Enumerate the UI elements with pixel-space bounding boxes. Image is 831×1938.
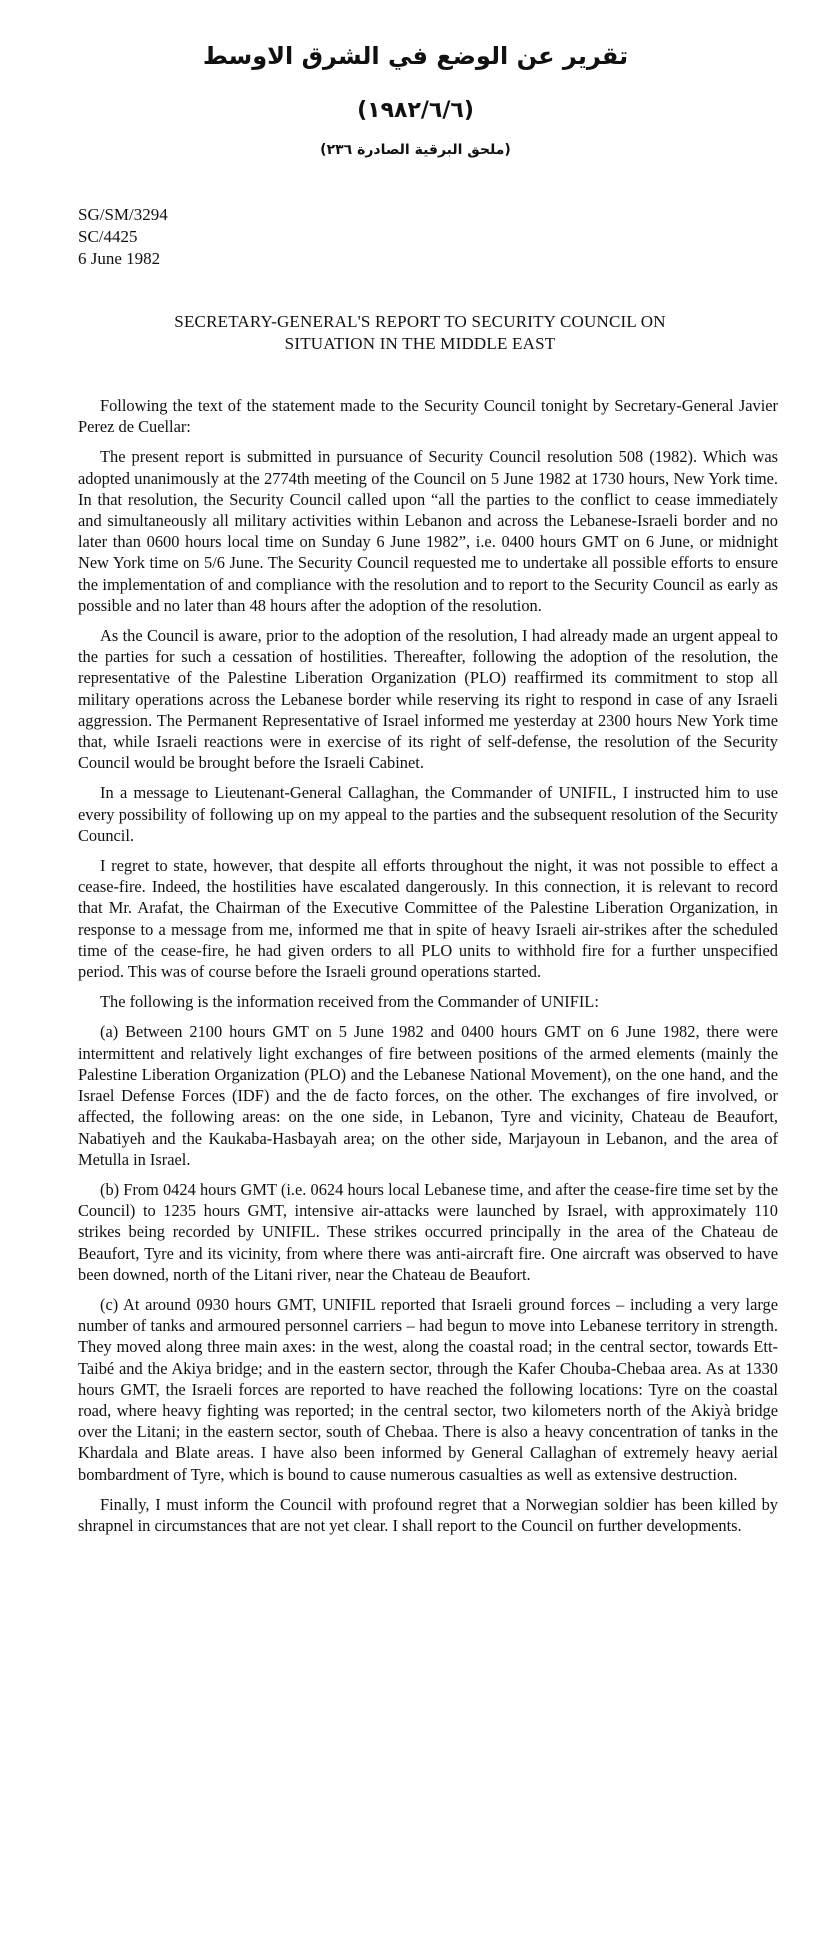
arabic-subtitle: (ملحق البرقية الصادرة ٢٣٦) — [320, 142, 511, 158]
paragraph-item-a: (a) Between 2100 hours GMT on 5 June 1982 and 0400 hours GMT on 6 June 1982, there were intermittent and relatively light exchanges of fire between positions of the armed elements (mainly the Palestine Liberation Organization (PLO) and the Lebanese National Movement), on the one hand, and the Israel Defense Forces (IDF) and the de facto forces, on the other. The exchanges of fire involved, or affected, the following areas: on the one side, in Lebanon, Tyre and vicinity, Chateau de Beaufort, Nabatiyeh and the Kaukaba-Hasbayah area; on the other side, Marjayoun in Lebanon, and the area of Metulla in Israel. — [78, 1022, 778, 1169]
paragraph-unifil-info-intro: The following is the information received from the Commander of UNIFIL: — [100, 992, 599, 1012]
council-reference-number: SC/4425 — [78, 227, 138, 246]
press-release-number: SG/SM/3294 — [78, 205, 168, 224]
document-title — [60, 311, 780, 355]
paragraph-finally: Finally, I must inform the Council with profound regret that a Norwegian soldier has been killed by shrapnel in circumstances that are not yet clear. I shall report to the Council on further developments. — [78, 1494, 778, 1535]
document-references — [78, 204, 168, 270]
paragraph-item-b: (b) From 0424 hours GMT (i.e. 0624 hours local Lebanese time, and after the cease-fire time set by the Council) to 1235 hours GMT, intensive air-attacks were launched by Israel, with approximately 110 strikes being recorded by UNIFIL. These strikes occurred principally in the area of the Chateau de Beaufort, Tyre and its vicinity, from where there was anti-aircraft fire. One aircraft was observed to have been downed, north of the Litani river, near the Chateau de Beaufort. — [78, 1179, 778, 1284]
paragraph-intro: Following the text of the statement made to the Security Council tonight by Secretary-General Javier Perez de Cuellar: — [78, 396, 778, 437]
arabic-title: تقرير عن الوضع في الشرق الاوسط — [202, 42, 629, 70]
arabic-date: (١٩٨٢/٦/٦) — [357, 98, 474, 123]
paragraph-item-c: (c) At around 0930 hours GMT, UNIFIL reported that Israeli ground forces – including a very large number of tanks and armoured personnel carriers – had begun to move into Lebanese territory in strength. They moved along three main axes: in the west, along the coastal road; in the central sector, towards Ett-Taibé and the Akiya bridge; and in the eastern sector, through the Kafer Chouba-Chebaa area. As at 1330 hours GMT, the Israeli forces are reported to have reached the following locations: Tyre on the coastal road, where heavy fighting was reported; in the central sector, two kilometers north of the Akiyà bridge over the Litani; in the eastern sector, south of Chebaa. There is also a heavy concentration of tanks in the Khardala and Blate areas. I have also been informed by General Callaghan of extremely heavy aerial bombardment of Tyre, which is bound to cause numerous casualties as well as extensive destruction. — [78, 1294, 778, 1484]
paragraph-resolution-508: The present report is submitted in pursuance of Security Council resolution 508 (1982). Which was adopted unanimously at the 2774th meeting of the Council on 5 June 1982 at 1730 hours, New York time. In that resolution, the Security Council called upon “all the parties to the conflict to cease immediately and simultaneously all military activities within Lebanon and across the Lebanese-Israeli border and no later than 0600 hours local time on Sunday 6 June 1982”, i.e. 0400 hours GMT on 6 June, or midnight New York time on 5/6 June. The Security Council requested me to undertake all possible efforts to ensure the implementation of and compliance with the resolution and to report to the Security Council as early as possible and no later than 48 hours after the adoption of the resolution. — [78, 447, 778, 615]
paragraph-unifil-message: In a message to Lieutenant-General Callaghan, the Commander of UNIFIL, I instructed him to use every possibility of following up on my appeal to the parties and the subsequent resolution of the Security Council. — [78, 783, 778, 845]
title-line-1: SECRETARY-GENERAL'S REPORT TO SECURITY COUNCIL ON — [174, 312, 666, 331]
paragraph-appeal: As the Council is aware, prior to the adoption of the resolution, I had already made an urgent appeal to the parties for such a cessation of hostilities. Thereafter, following the adoption of the resolution, the representative of the Palestine Liberation Organization (PLO) reaffirmed its commitment to stop all military operations across the Lebanese border while reserving its right to respond in case of any Israeli aggression. The Permanent Representative of Israel informed me yesterday at 2300 hours New York time that, while Israeli reactions were in exercise of its right of self-defense, the resolution of the Security Council would be brought before the Israeli Cabinet. — [78, 626, 778, 773]
title-line-2: SITUATION IN THE MIDDLE EAST — [284, 334, 556, 353]
document-body — [78, 395, 778, 1545]
document-date: 6 June 1982 — [78, 249, 161, 268]
paragraph-regret: I regret to state, however, that despite all efforts throughout the night, it was not possible to effect a cease-fire. Indeed, the hostilities have escalated dangerously. In this connection, it is relevant to record that Mr. Arafat, the Chairman of the Executive Committee of the Palestine Liberation Organization, in response to a message from me, informed me that in spite of heavy Israeli air-strikes after the scheduled time of the cease-fire, he had given orders to all PLO units to withhold fire for a further unspecified period. This was of course before the Israeli ground operations started. — [78, 856, 778, 982]
